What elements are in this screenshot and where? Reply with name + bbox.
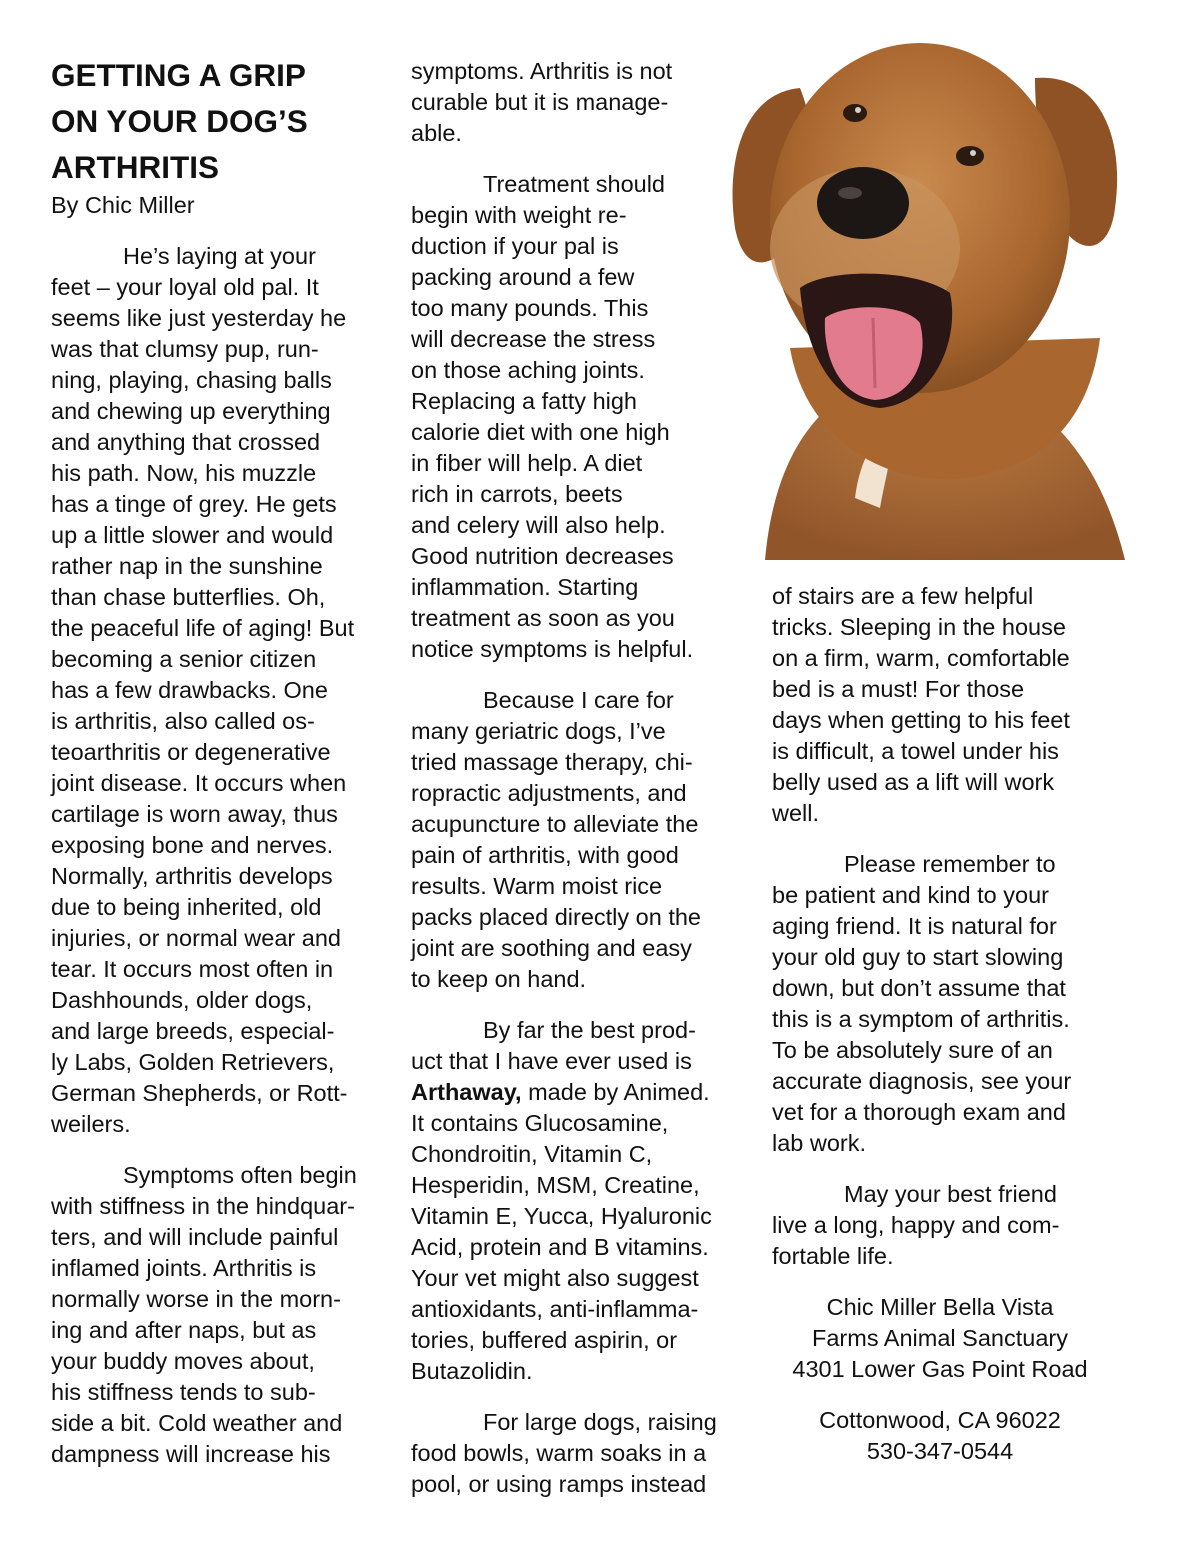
- byline: By Chic Miller: [51, 192, 195, 218]
- text-line: It contains Glucosamine,: [411, 1110, 669, 1136]
- text-line: the peaceful life of aging! But: [51, 615, 355, 641]
- text-line: German Shepherds, or Rott-: [51, 1080, 348, 1106]
- text-line: Butazolidin.: [411, 1358, 533, 1384]
- text-line: Symptoms often begin: [123, 1162, 357, 1188]
- text-line: was that clumsy pup, run-: [51, 336, 319, 362]
- text-line: rich in carrots, beets: [411, 481, 623, 507]
- text-line: Normally, arthritis develops: [51, 863, 333, 889]
- text-line: joint disease. It occurs when: [51, 770, 347, 796]
- text-line: pool, or using ramps instead: [411, 1471, 707, 1497]
- paragraph-large-dogs: [411, 1407, 751, 1500]
- text-line: this is a symptom of arthritis.: [772, 1006, 1070, 1032]
- paragraph-closing: [772, 1179, 1112, 1272]
- text-line: curable but it is manage-: [411, 89, 669, 115]
- text-line: will decrease the stress: [411, 326, 656, 352]
- text-line: in fiber will help. A diet: [411, 450, 643, 476]
- text-line: notice symptoms is helpful.: [411, 636, 694, 662]
- text-line: tricks. Sleeping in the house: [772, 614, 1066, 640]
- text-line: of stairs are a few helpful: [772, 583, 1034, 609]
- text-line: days when getting to his feet: [772, 707, 1070, 733]
- text-line: able.: [411, 120, 462, 146]
- text-line: aging friend. It is natural for: [772, 913, 1057, 939]
- text-line: vet for a thorough exam and: [772, 1099, 1066, 1125]
- paragraph-treatment: [411, 169, 751, 665]
- text-line: Your vet might also suggest: [411, 1265, 699, 1291]
- text-line: than chase butterflies. Oh,: [51, 584, 326, 610]
- text-line: and large breeds, especial-: [51, 1018, 335, 1044]
- text-line: down, but don’t assume that: [772, 975, 1066, 1001]
- text-line: weilers.: [51, 1111, 131, 1137]
- text-line: acupuncture to alleviate the: [411, 811, 699, 837]
- text-line: dampness will increase his: [51, 1441, 331, 1467]
- text-line: and celery will also help.: [411, 512, 666, 538]
- text-line: begin with weight re-: [411, 202, 627, 228]
- text-line: ly Labs, Golden Retrievers,: [51, 1049, 335, 1075]
- title-line: ON YOUR DOG’S: [51, 103, 308, 139]
- text-line: your buddy moves about,: [51, 1348, 315, 1374]
- paragraph-tricks: [772, 581, 1112, 829]
- text-line: Please remember to: [844, 851, 1056, 877]
- text-line: uct that I have ever used is: [411, 1048, 692, 1074]
- text-line: your old guy to start slowing: [772, 944, 1064, 970]
- text-line: accurate diagnosis, see your: [772, 1068, 1072, 1094]
- text-line: is difficult, a towel under his: [772, 738, 1059, 764]
- text-line: 530-347-0544: [866, 1438, 1014, 1464]
- text-line: rather nap in the sunshine: [51, 553, 323, 579]
- text-line: Cottonwood, CA 96022: [819, 1407, 1061, 1433]
- text-line: seems like just yesterday he: [51, 305, 347, 331]
- text-line: May your best friend: [844, 1181, 1057, 1207]
- text-line: Chic Miller Bella Vista: [826, 1294, 1054, 1320]
- text-line: Farms Animal Sanctuary: [812, 1325, 1068, 1351]
- text-line: with stiffness in the hindquar-: [51, 1193, 355, 1219]
- title-line: GETTING A GRIP: [51, 57, 306, 93]
- text-line: pain of arthritis, with good: [411, 842, 679, 868]
- text-line: on those aching joints.: [411, 357, 645, 383]
- paragraph-continued: [411, 56, 751, 149]
- text-line: packing around a few: [411, 264, 635, 290]
- author-address: [764, 1405, 1116, 1467]
- column-3: [772, 581, 1112, 1467]
- paragraph-therapy: [411, 685, 751, 995]
- text-line: ning, playing, chasing balls: [51, 367, 332, 393]
- text-line: calorie diet with one high: [411, 419, 670, 445]
- text-line: fortable life.: [772, 1243, 894, 1269]
- paragraph-reminder: [772, 849, 1112, 1159]
- text-line: For large dogs, raising: [483, 1409, 717, 1435]
- text-line: due to being inherited, old: [51, 894, 322, 920]
- text-line: results. Warm moist rice: [411, 873, 663, 899]
- text-line: By far the best prod-: [483, 1017, 696, 1043]
- title-line: ARTHRITIS: [51, 149, 219, 185]
- text-line: food bowls, warm soaks in a: [411, 1440, 707, 1466]
- text-line: side a bit. Cold weather and: [51, 1410, 343, 1436]
- column-2: [411, 56, 751, 1500]
- text-line: duction if your pal is: [411, 233, 619, 259]
- author-contact: [764, 1292, 1116, 1385]
- text-line: and anything that crossed: [51, 429, 321, 455]
- text-line: well.: [772, 800, 820, 826]
- text-line: ing and after naps, but as: [51, 1317, 317, 1343]
- text-line: inflamed joints. Arthritis is: [51, 1255, 317, 1281]
- product-name: Arthaway,: [411, 1079, 522, 1105]
- text-line: Because I care for: [483, 687, 674, 713]
- text-line: Treatment should: [483, 171, 665, 197]
- text-line: his path. Now, his muzzle: [51, 460, 317, 486]
- text-line: his stiffness tends to sub-: [51, 1379, 316, 1405]
- text-line: He’s laying at your: [123, 243, 316, 269]
- paragraph-symptoms: [51, 1160, 391, 1470]
- text-line: has a few drawbacks. One: [51, 677, 328, 703]
- text-line: be patient and kind to your: [772, 882, 1049, 908]
- text-line: Hesperidin, MSM, Creatine,: [411, 1172, 700, 1198]
- paragraph-product: By far the best prod- uct that I have ever used is Arthaway, made by Animed. It contains Glucosamine, Chondroitin, Vitamin C, Hesperidin, MSM, Creatine, Vitamin E, Yucca, Hyaluronic Acid, protein and B vitamins. Your vet might also suggest antioxidants, anti-inflamma- tories, buffered aspirin, or Butazolidin.: [411, 1015, 751, 1387]
- text-line: up a little slower and would: [51, 522, 334, 548]
- text-line: tories, buffered aspirin, or: [411, 1327, 678, 1353]
- text-line: becoming a senior citizen: [51, 646, 317, 672]
- text-line: 4301 Lower Gas Point Road: [792, 1356, 1088, 1382]
- text-line: and chewing up everything: [51, 398, 331, 424]
- text-line: on a firm, warm, comfortable: [772, 645, 1070, 671]
- text-line: treatment as soon as you: [411, 605, 675, 631]
- text-line: feet – your loyal old pal. It: [51, 274, 319, 300]
- text-line: normally worse in the morn-: [51, 1286, 341, 1312]
- text-line: antioxidants, anti-inflamma-: [411, 1296, 699, 1322]
- text-line: Vitamin E, Yucca, Hyaluronic: [411, 1203, 712, 1229]
- text-line: live a long, happy and com-: [772, 1212, 1060, 1238]
- text-line: ropractic adjustments, and: [411, 780, 687, 806]
- text-line: many geriatric dogs, I’ve: [411, 718, 666, 744]
- column-1: [51, 52, 391, 1470]
- text-line: Replacing a fatty high: [411, 388, 638, 414]
- paragraph-intro: [51, 241, 391, 1140]
- text-line: symptoms. Arthritis is not: [411, 58, 673, 84]
- text-line: to keep on hand.: [411, 966, 587, 992]
- text-line: joint are soothing and easy: [411, 935, 692, 961]
- text-line: too many pounds. This: [411, 295, 649, 321]
- dog-photo: [705, 18, 1150, 560]
- text-line: Dashhounds, older dogs,: [51, 987, 313, 1013]
- text-line: Acid, protein and B vitamins.: [411, 1234, 709, 1260]
- text-line: has a tinge of grey. He gets: [51, 491, 337, 517]
- text-line: tear. It occurs most often in: [51, 956, 334, 982]
- text-line: tried massage therapy, chi-: [411, 749, 693, 775]
- text-line: bed is a must! For those: [772, 676, 1025, 702]
- article-title: [51, 52, 391, 190]
- text-line: is arthritis, also called os-: [51, 708, 315, 734]
- text-line: belly used as a lift will work: [772, 769, 1055, 795]
- text-line: inflammation. Starting: [411, 574, 639, 600]
- text-line: cartilage is worn away, thus: [51, 801, 338, 827]
- text-line: lab work.: [772, 1130, 867, 1156]
- text-line: To be absolutely sure of an: [772, 1037, 1053, 1063]
- text-line: ters, and will include painful: [51, 1224, 339, 1250]
- text-line: injuries, or normal wear and: [51, 925, 341, 951]
- text-line: packs placed directly on the: [411, 904, 701, 930]
- text-line: teoarthritis or degenerative: [51, 739, 331, 765]
- text-line: Chondroitin, Vitamin C,: [411, 1141, 653, 1167]
- text-line: exposing bone and nerves.: [51, 832, 334, 858]
- text-line: Good nutrition decreases: [411, 543, 674, 569]
